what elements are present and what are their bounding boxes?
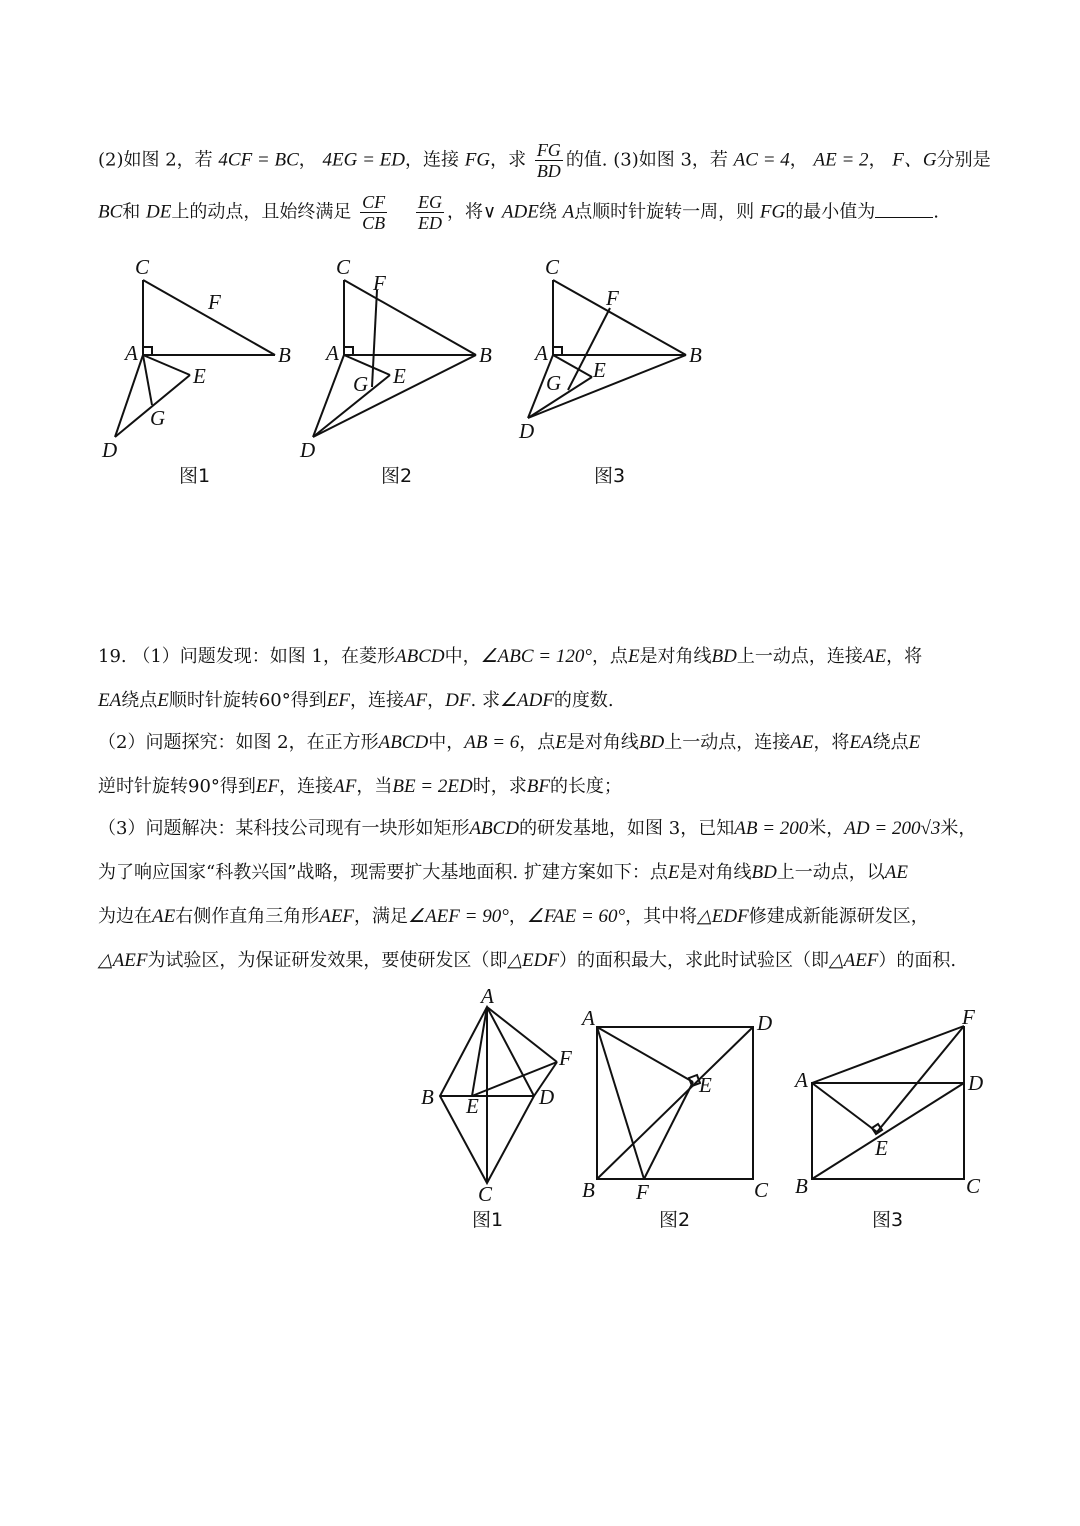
label-e: E	[193, 364, 206, 388]
label-f: F	[559, 1046, 572, 1070]
label-a: A	[535, 341, 548, 365]
label-d: D	[519, 419, 535, 443]
caption-fig2: 图2	[381, 465, 413, 487]
q19-line-3: （2）问题探究：如图 2，在正方形ABCD中，AB = 6，点E是对角线BD上一动点，连接AE，将EA绕点E	[98, 732, 921, 753]
q19-line-5: （3）问题解决：某科技公司现有一块形如矩形ABCD的研发基地，如图 3，已知AB = 200米，AD = 200√3米，	[98, 818, 977, 839]
caption-fig3: 图3	[594, 465, 626, 487]
q19-line-6: 为了响应国家“科教兴国”战略，现需要扩大基地面积. 扩建方案如下：点E是对角线BD上一动点，以AE	[98, 862, 909, 883]
label-g: G	[150, 406, 166, 430]
caption-fig1: 图1	[179, 465, 211, 487]
label-e: E	[393, 364, 406, 388]
label-e: E	[593, 358, 606, 382]
label-d: D	[102, 438, 118, 462]
q19-line-7: 为边在AE右侧作直角三角形AEF，满足∠AEF = 90°，∠FAE = 60°，其中将△EDF修建成新能源研发区，	[98, 906, 929, 927]
q19-fig3	[812, 1026, 964, 1179]
label-f: F	[606, 286, 619, 310]
label-d: D	[300, 438, 316, 462]
label-d: D	[968, 1071, 984, 1095]
fraction-eg-ed: $\frac{EG}{ED}$	[417, 192, 442, 233]
label-e: E	[466, 1094, 479, 1118]
label-c: C	[135, 255, 150, 279]
label-f: F	[636, 1180, 649, 1204]
label-a: A	[582, 1006, 595, 1030]
label-f: F	[373, 271, 386, 295]
label-a: A	[795, 1068, 808, 1092]
label-c: C	[754, 1178, 769, 1202]
label-b: B	[795, 1174, 808, 1198]
caption-fig1: 图1	[472, 1209, 504, 1231]
label-g: G	[546, 371, 562, 395]
q19-fig2	[597, 1027, 753, 1179]
q19-line-1: 19. （1）问题发现：如图 1，在菱形ABCD中，∠ABC = 120°，点E是对角线BD上一动点，连接AE，将	[98, 646, 923, 667]
label-b: B	[479, 343, 492, 367]
label-b: B	[278, 343, 291, 367]
q19-line-2: EA绕点E顺时针旋转60°得到EF，连接AF，DF. 求∠ADF的度数.	[98, 690, 614, 711]
label-c: C	[966, 1174, 981, 1198]
label-a: A	[326, 341, 339, 365]
label-f: F	[208, 290, 221, 314]
label-c: C	[545, 255, 560, 279]
label-e: E	[875, 1136, 888, 1160]
label-c: C	[478, 1182, 493, 1206]
label-g: G	[353, 372, 369, 396]
fraction-fg-bd: $\frac{FG}{BD}$	[536, 140, 561, 181]
label-b: B	[582, 1178, 595, 1202]
label-d: D	[539, 1085, 555, 1109]
label-a: A	[125, 341, 138, 365]
caption-fig2: 图2	[659, 1209, 691, 1231]
q18-line-2: BC和 DE上的动点，且始终满足 $\frac{CF}{CB}$ $\frac{EG}{ED}$ ，将∨ ADE绕 A点顺时针旋转一周，则 FG的最小值为 .	[98, 192, 939, 233]
label-f: F	[962, 1005, 975, 1029]
label-e: E	[699, 1073, 712, 1097]
q19-line-4: 逆时针旋转90°得到EF，连接AF，当BE = 2ED时，求BF的长度；	[98, 776, 622, 797]
label-b: B	[421, 1085, 434, 1109]
caption-fig3: 图3	[872, 1209, 904, 1231]
q19-line-8: △AEF为试验区，为保证研发效果，要使研发区（即△EDF）的面积最大，求此时试验区（即△AEF）的面积.	[98, 950, 957, 971]
label-a: A	[481, 984, 494, 1008]
label-c: C	[336, 255, 351, 279]
q18-line-1: (2)如图 2，若 4CF = BC， 4EG = ED，连接 FG，求 $\frac{FG}{BD}$ 的值. (3)如图 3，若 AC = 4， AE = 2， F、G分别是	[98, 140, 991, 181]
label-d: D	[757, 1011, 773, 1035]
label-b: B	[689, 343, 702, 367]
fraction-cf-cb: $\frac{CF}{CB}$	[362, 192, 386, 233]
